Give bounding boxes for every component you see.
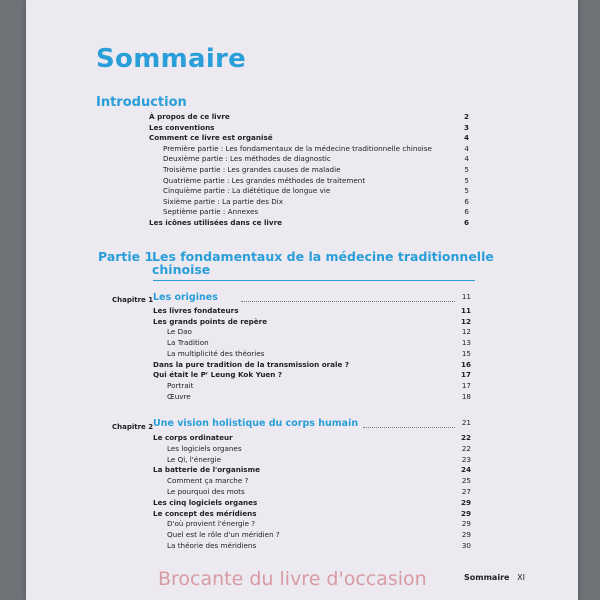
toc-entry: [153, 327, 471, 337]
toc-entry: [149, 218, 469, 228]
footer-page-number: XI: [517, 573, 525, 582]
chapter-1-label: Chapitre 1: [112, 296, 154, 304]
toc-entry-page: 23: [461, 454, 471, 464]
toc-entry: [149, 186, 469, 196]
toc-entry: [149, 207, 469, 217]
toc-entry: [149, 133, 469, 143]
toc-entry: [153, 476, 471, 486]
toc-entry-text: Cinquième partie : La diététique de longue vie: [163, 186, 331, 196]
toc-entry-text: Première partie : Les fondamentaux de la médecine traditionnelle chinoise: [163, 143, 432, 153]
toc-entry-text: Le Qi, l'énergie: [167, 454, 221, 464]
watermark-text: Brocante du livre d'occasion: [158, 568, 427, 590]
toc-entry-page: 29: [460, 497, 471, 507]
toc-entry-page: 4: [464, 154, 469, 164]
toc-entry: [153, 338, 471, 348]
toc-entry-page: 16: [460, 359, 471, 369]
toc-entry: [149, 197, 469, 207]
toc-entry-page: 17: [460, 370, 471, 380]
toc-entry: [149, 176, 469, 186]
page-footer: [464, 573, 525, 582]
toc-entry-text: À propos de ce livre: [149, 112, 230, 121]
toc-entry-text: Comment ce livre est organisé: [149, 133, 273, 143]
part-1-title: Les fondamentaux de la médecine traditionnelle chinoise: [152, 249, 494, 277]
toc-entry: [149, 154, 469, 164]
toc-entry-text: La multiplicité des théories: [167, 348, 265, 358]
toc-entry-page: 12: [460, 316, 471, 326]
toc-entry: [153, 498, 471, 508]
chapter-2-leader: [363, 426, 455, 428]
toc-entry: [153, 487, 471, 497]
toc-entry-page: 2: [463, 112, 469, 121]
toc-entry-text: Le Dao: [167, 327, 192, 337]
intro-section-title: Introduction: [96, 95, 187, 110]
toc-entry: [153, 306, 471, 316]
chapter-1-leader: [241, 300, 455, 302]
toc-entry-text: Les conventions: [149, 122, 215, 132]
toc-entry-text: Quel est le rôle d'un méridien ?: [167, 530, 280, 540]
toc-entry-page: 24: [460, 465, 471, 475]
toc-entry-text: Comment ça marche ?: [167, 476, 249, 486]
chapter-2-page: 21: [461, 418, 471, 427]
toc-entry-text: Qui était le Pʳ Leung Kok Yuen ?: [153, 370, 283, 380]
toc-entry-page: 17: [461, 380, 471, 390]
toc-entry-text: La batterie de l'organisme: [153, 465, 260, 475]
toc-entry: [149, 165, 469, 175]
toc-entry-page: 29: [460, 508, 471, 518]
toc-entry-text: D'où provient l'énergie ?: [167, 519, 256, 529]
toc-entry-page: 30: [461, 541, 471, 550]
toc-entry-text: Portrait: [167, 380, 194, 390]
toc-entry: [153, 519, 471, 529]
toc-entry: [149, 123, 469, 133]
toc-entry-text: Troisième partie : Les grandes causes de maladie: [163, 165, 341, 174]
chapter-1-header-row: [153, 292, 471, 302]
toc-entry-page: 6: [464, 196, 469, 206]
toc-entry-text: Les grands points de repère: [153, 316, 268, 326]
toc-entry-page: 6: [464, 207, 469, 217]
toc-entry-page: 27: [461, 487, 471, 496]
toc-entry: [153, 317, 471, 327]
toc-entry-page: 5: [464, 175, 469, 185]
toc-entry-page: 15: [461, 348, 471, 358]
footer-label: Sommaire: [464, 573, 510, 582]
toc-entry-text: Le pourquoi des mots: [167, 487, 245, 496]
toc-entry-page: 29: [461, 519, 471, 529]
toc-entry-page: 18: [461, 391, 471, 401]
toc-entry-page: 4: [464, 143, 469, 153]
toc-entry: [153, 349, 471, 359]
toc-entry-page: 5: [464, 165, 469, 174]
toc-entry: [153, 381, 471, 391]
toc-entry-page: 22: [460, 433, 471, 442]
toc-entry-page: 11: [460, 306, 471, 315]
chapter-2-header-row: [153, 418, 471, 428]
toc-entry: [149, 144, 469, 154]
toc-entry-text: Les logiciels organes: [167, 443, 242, 453]
toc-entry: [153, 370, 471, 380]
toc-entry-text: La théorie des méridiens: [167, 541, 257, 550]
toc-entry-text: Le concept des méridiens: [153, 508, 257, 518]
toc-entry-page: 5: [464, 186, 469, 196]
toc-entry: [153, 530, 471, 540]
toc-entry: [149, 112, 469, 122]
toc-entry: [153, 465, 471, 475]
toc-entry-text: La Tradition: [167, 338, 209, 348]
toc-entry-text: Les livres fondateurs: [153, 306, 239, 315]
toc-entry-page: 29: [461, 530, 471, 540]
toc-entry-text: Le corps ordinateur: [153, 433, 233, 442]
toc-entry-text: Dans la pure tradition de la transmission orale ?: [153, 359, 350, 369]
toc-entry-text: Sixième partie : La partie des Dix: [163, 196, 284, 206]
toc-entry: [153, 541, 471, 551]
chapter-1-page: 11: [461, 292, 471, 301]
book-page: [26, 0, 578, 600]
part-1-label: Partie 1: [98, 249, 154, 264]
toc-entry-text: Les cinq logiciels organes: [153, 497, 258, 507]
toc-entry-page: 12: [461, 327, 471, 337]
toc-entry-text: Septième partie : Annexes: [163, 207, 259, 217]
toc-entry-page: 3: [463, 122, 469, 132]
page-title: Sommaire: [96, 44, 247, 74]
chapter-2-title: Une vision holistique du corps humain: [153, 418, 359, 429]
toc-entry-page: 22: [461, 443, 471, 453]
toc-entry-page: 6: [463, 218, 469, 227]
toc-entry-text: Les icônes utilisées dans ce livre: [149, 218, 282, 227]
toc-entry: [153, 360, 471, 370]
toc-entry: [153, 433, 471, 443]
part-1-rule: [153, 280, 475, 281]
toc-entry: [153, 392, 471, 402]
toc-entry-page: 13: [461, 338, 471, 348]
toc-entry-text: Œuvre: [167, 391, 191, 401]
toc-entry-page: 4: [463, 133, 469, 143]
chapter-1-title: Les origines: [153, 292, 218, 303]
toc-entry-text: Deuxième partie : Les méthodes de diagnostic: [163, 154, 331, 164]
toc-entry: [153, 509, 471, 519]
chapter-2-label: Chapitre 2: [112, 423, 154, 431]
toc-entry-text: Quatrième partie : Les grandes méthodes de traitement: [163, 175, 366, 185]
toc-entry: [153, 444, 471, 454]
toc-entry-page: 25: [461, 476, 471, 486]
toc-entry: [153, 455, 471, 465]
